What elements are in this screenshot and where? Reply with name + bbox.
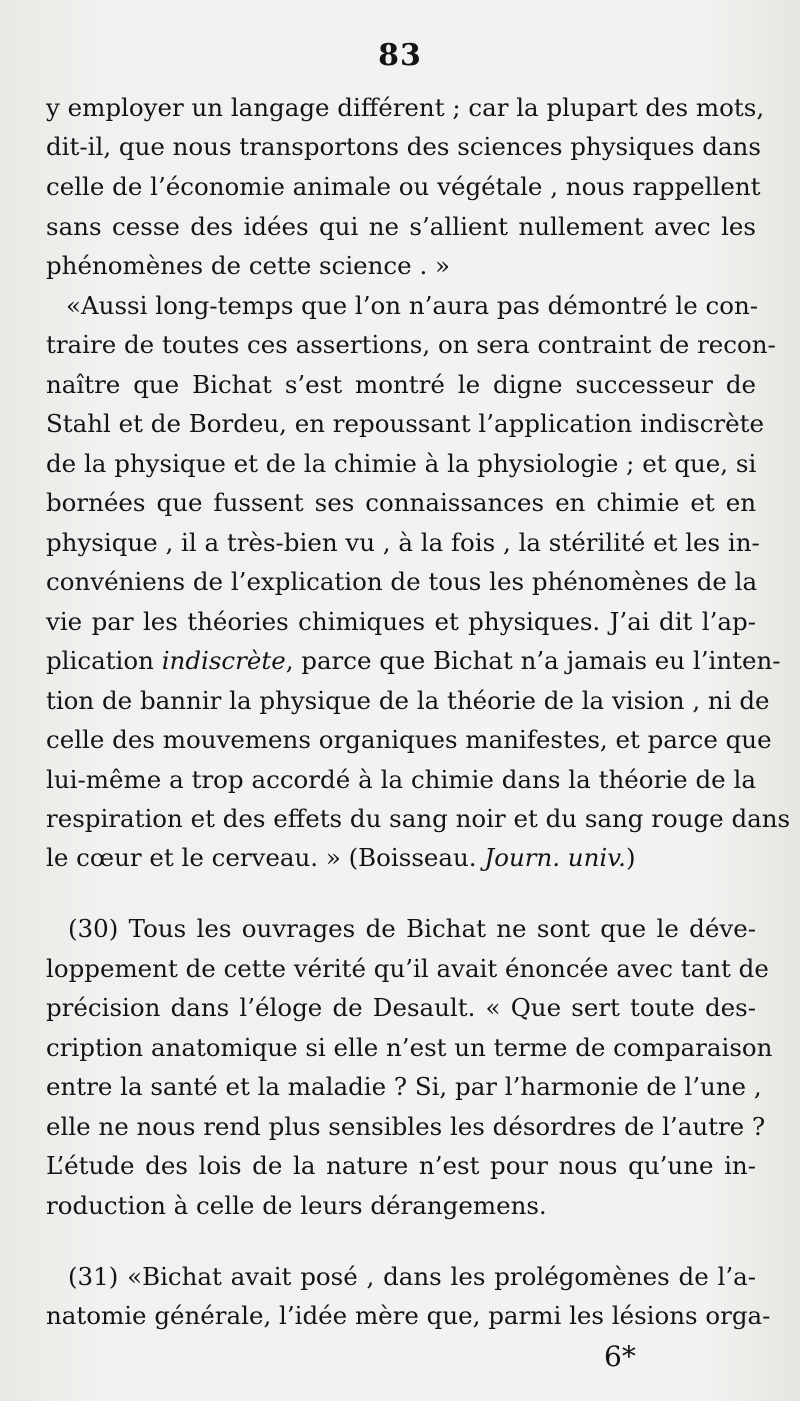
text-line: précision dans l’éloge de Desault. « Que sert toute des- <box>46 993 756 1022</box>
page-number: 83 <box>378 38 422 73</box>
signature-mark: 6* <box>604 1340 636 1373</box>
note-31-start: (31) «Bichat avait posé , dans les prolégomènes de l’a- <box>68 1262 756 1291</box>
text-line: loppement de cette vérité qu’il avait énoncée avec tant de <box>46 954 769 983</box>
text-line: bornées que fussent ses connaissances en chimie et en <box>46 488 756 517</box>
text-line: L’étude des lois de la nature n’est pour nous qu’une in- <box>46 1151 756 1180</box>
italic-word: indiscrète <box>161 646 286 675</box>
citation-journal: Journ. univ. <box>484 843 626 872</box>
text-line: de la physique et de la chimie à la physiologie ; et que, si <box>46 449 757 478</box>
text-line: y employer un langage différent ; car la plupart des mots, <box>46 93 765 122</box>
text-line: sans cesse des idées qui ne s’allient nullement avec les <box>46 212 756 241</box>
text-line: traire de toutes ces assertions, on sera contraint de recon- <box>46 330 776 359</box>
text-line: elle ne nous rend plus sensibles les désordres de l’autre ? <box>46 1112 766 1141</box>
text-line: celle de l’économie animale ou végétale , nous rappellent <box>46 172 761 201</box>
text-line: lui-même a trop accordé à la chimie dans la théorie de la <box>46 765 756 794</box>
text-line: physique , il a très-bien vu , à la fois , la stérilité et les in- <box>46 528 760 557</box>
text-line: celle des mouvemens organiques manifestes, et parce que <box>46 725 772 754</box>
text-segment: ) <box>625 843 636 872</box>
text-line: entre la santé et la maladie ? Si, par l’harmonie de l’une , <box>46 1072 762 1101</box>
text-line-with-italic <box>46 646 781 676</box>
text-line: respiration et des effets du sang noir et du sang rouge dans <box>46 804 791 833</box>
text-line: vie par les théories chimiques et physiques. J’ai dit l’ap- <box>46 607 756 636</box>
text-segment: le cœur et le cerveau. » (Boisseau. <box>46 843 477 872</box>
text-line: «Aussi long-temps que l’on n’aura pas démontré le con- <box>66 291 759 320</box>
text-line: dit-il, que nous transportons des sciences physiques dans <box>46 132 761 161</box>
text-line: convéniens de l’explication de tous les phénomènes de la <box>46 567 758 596</box>
text-segment: plication <box>46 646 154 675</box>
text-line: naître que Bichat s’est montré le digne successeur de <box>46 370 756 399</box>
text-line: phénomènes de cette science . » <box>46 251 451 280</box>
text-line: Stahl et de Bordeu, en repoussant l’application indiscrète <box>46 409 764 438</box>
note-30-start: (30) Tous les ouvrages de Bichat ne sont que le déve- <box>68 914 756 943</box>
text-line: roduction à celle de leurs dérangemens. <box>46 1191 547 1220</box>
text-line: cription anatomique si elle n’est un terme de comparaison <box>46 1033 773 1062</box>
text-segment: , parce que Bichat n’a jamais eu l’inten- <box>285 646 781 675</box>
text-line: tion de bannir la physique de la théorie de la vision , ni de <box>46 686 770 715</box>
text-line-with-citation <box>46 843 756 873</box>
text-line: natomie générale, l’idée mère que, parmi les lésions orga- <box>46 1301 771 1330</box>
